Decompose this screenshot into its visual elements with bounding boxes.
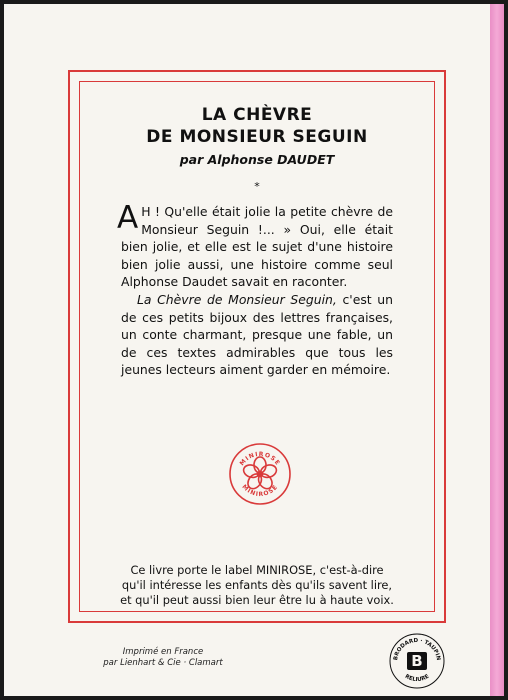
- blurb-paragraph-1: [117, 200, 393, 291]
- red-border-frame: [68, 70, 446, 623]
- emblem-text-top: MINIROSE: [238, 450, 282, 468]
- author-line: par Alphonse DAUDET: [179, 152, 335, 167]
- svg-text:MINIROSE: [240, 483, 279, 498]
- badge-text-bottom: RELIURE: [403, 673, 431, 684]
- title-line-1: LA CHÈVRE: [201, 105, 313, 125]
- printer-imprint: [88, 647, 238, 669]
- blurb-p2-text: c'est un de ces petits bijoux des lettres françaises, un conte charmant, presque une fable, un de ces textes admirables que tous les jeunes lecteurs aiment garder en mémoire.: [121, 291, 393, 378]
- emblem-text-bottom: MINIROSE: [240, 483, 280, 499]
- badge-text-top: BRODARD · TAUPIN: [393, 637, 442, 661]
- label-line-1: Ce livre porte le label MINIROSE, c'est-à-dire: [130, 563, 384, 577]
- label-line-3: et qu'il peut aussi bien leur être lu à haute voix.: [120, 593, 394, 607]
- pink-spine: [490, 4, 504, 696]
- label-notice: [98, 563, 416, 608]
- back-cover: [4, 4, 492, 696]
- svg-text:RELIURE: [404, 674, 431, 684]
- minirose-emblem: [228, 442, 292, 506]
- book-title: [80, 104, 434, 148]
- drop-cap: A: [117, 200, 139, 236]
- badge-letter: B: [411, 652, 423, 670]
- imprint-line-1: Imprimé en France: [122, 647, 204, 657]
- blurb-paragraph-2: [121, 291, 393, 379]
- inner-frame: [79, 81, 435, 612]
- title-line-2: DE MONSIEUR SEGUIN: [146, 127, 368, 147]
- svg-text:MINIROSE: [239, 451, 282, 467]
- separator-star: *: [254, 180, 260, 193]
- blurb-p2-title: La Chèvre de Monsieur Seguin,: [137, 291, 337, 307]
- binder-badge: [388, 632, 446, 690]
- blurb-text: [117, 200, 393, 379]
- label-line-2: qu'il intéresse les enfants dès qu'ils savent lire,: [121, 578, 393, 592]
- imprint-line-2: par Lienhart & Cie · Clamart: [103, 658, 223, 668]
- blurb-p1-text: H ! Qu'elle était jolie la petite chèvre de Monsieur Seguin !... » Oui, elle était bien jolie, et elle est le sujet d'une histoire bien jolie aussi, une histoire comme seul Alphonse Daudet savait en raconter.: [121, 204, 393, 290]
